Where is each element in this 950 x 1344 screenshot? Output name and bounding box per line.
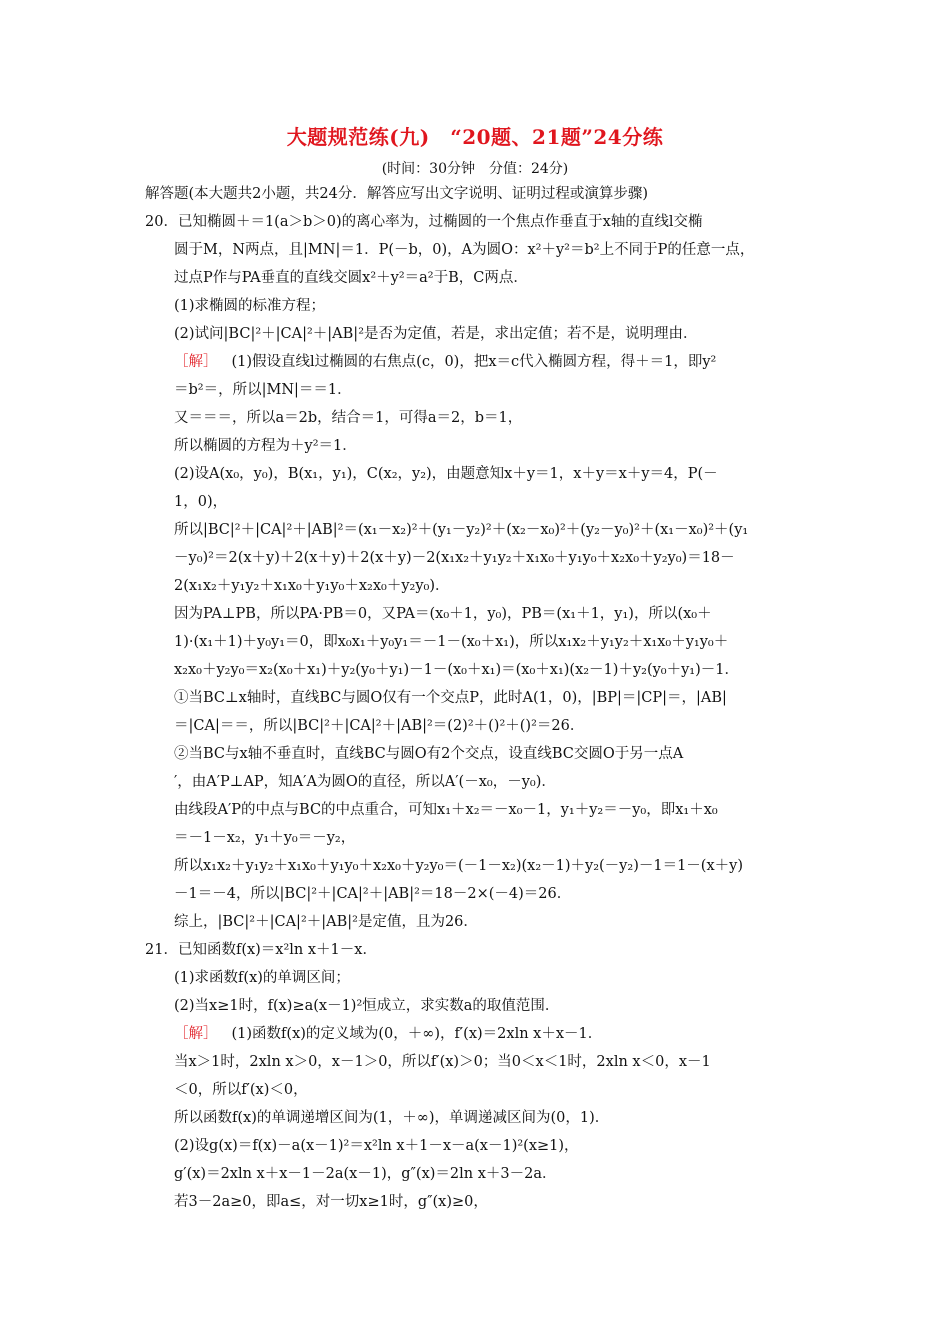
document-title: 大题规范练(九) “20题、21题”24分练 xyxy=(286,125,664,149)
solution-line: 因为PA⊥PB，所以PA·PB＝0，又PA＝(x₀＋1，y₀)，PB＝(x₁＋1，y₁)，所以(x₀＋ xyxy=(174,606,712,622)
solution-line: ′，由A′P⊥AP，知A′A为圆O的直径，所以A′(－x₀，－y₀)． xyxy=(174,774,556,790)
solution-line: g′(x)＝2xln x＋x－1－2a(x－1)，g″(x)＝2ln x＋3－2a． xyxy=(174,1166,557,1182)
solution-tag: ［解］ xyxy=(174,1026,218,1042)
solution-line: 由线段A′P的中点与BC的中点重合，可知x₁＋x₂＝－x₀－1，y₁＋y₂＝－y₀，即x₁＋x₀ xyxy=(174,802,718,818)
solution-line: 所以|BC|²＋|CA|²＋|AB|²＝(x₁－x₂)²＋(y₁－y₂)²＋(x₂－x₀)²＋(y₂－y₀)²＋(x₁－x₀)²＋(y₁ xyxy=(174,522,749,538)
problem-20-part-2: (2)试问|BC|²＋|CA|²＋|AB|²是否为定值，若是，求出定值；若不是，说明理由． xyxy=(174,326,698,342)
problem-20-line: 圆于M，N两点，且|MN|＝1．P(－b，0)，A为圆O：x²＋y²＝b²上不同于P的任意一点， xyxy=(174,242,755,258)
solution-line: ［解］ (1)函数f(x)的定义域为(0，＋∞)，f′(x)＝2xln x＋x－1． xyxy=(174,1026,603,1042)
solution-line: 所以x₁x₂＋y₁y₂＋x₁x₀＋y₁y₀＋x₂x₀＋y₂y₀＝(－1－x₂)(x₂－1)＋y₂(－y₂)－1＝1－(x＋y) xyxy=(174,858,743,874)
solution-line: ①当BC⊥x轴时，直线BC与圆O仅有一个交点P，此时A(1，0)，|BP|＝|CP|＝，|AB| xyxy=(174,690,727,706)
problem-21-line: 21．已知函数f(x)＝x²ln x＋1－x． xyxy=(145,942,377,958)
solution-line: ＝b²＝，所以|MN|＝＝1． xyxy=(174,382,352,398)
solution-line: ＜0，所以f′(x)＜0， xyxy=(174,1082,308,1098)
problem-20-line: 20．已知椭圆＋＝1(a＞b＞0)的离心率为，过椭圆的一个焦点作垂直于x轴的直线l交椭 xyxy=(145,214,703,230)
solution-line: ＝－1－x₂，y₁＋y₀＝－y₂， xyxy=(174,830,356,846)
solution-line: 所以函数f(x)的单调递增区间为(1，＋∞)，单调递减区间为(0，1)． xyxy=(174,1110,610,1126)
solution-line: ［解］ (1)假设直线l过椭圆的右焦点(c，0)，把x＝c代入椭圆方程，得＋＝1，即y² xyxy=(174,354,717,370)
problem-21-part-1: (1)求函数f(x)的单调区间； xyxy=(174,970,350,986)
solution-line: －1＝－4，所以|BC|²＋|CA|²＋|AB|²＝18－2×(－4)＝26． xyxy=(174,886,572,902)
solution-line: 2(x₁x₂＋y₁y₂＋x₁x₀＋y₁y₀＋x₂x₀＋y₂y₀)． xyxy=(174,578,450,594)
solution-tag: ［解］ xyxy=(174,354,218,370)
solution-line: ②当BC与x轴不垂直时，直线BC与圆O有2个交点，设直线BC交圆O于另一点A xyxy=(174,746,684,762)
solution-line: 当x＞1时，2xln x＞0，x－1＞0，所以f′(x)＞0；当0＜x＜1时，2xln x＜0，x－1 xyxy=(174,1054,711,1070)
section-instruction: 解答题(本大题共2小题，共24分．解答应写出文字说明、证明过程或演算步骤) xyxy=(145,186,648,202)
solution-line: ＝|CA|＝＝，所以|BC|²＋|CA|²＋|AB|²＝(2)²＋()²＋()²＝26． xyxy=(174,718,585,734)
problem-20-line: 过点P作与PA垂直的直线交圆x²＋y²＝a²于B，C两点． xyxy=(174,270,528,286)
solution-line: 1，0)， xyxy=(174,494,228,510)
solution-line: －y₀)²＝2(x＋y)＋2(x＋y)＋2(x＋y)－2(x₁x₂＋y₁y₂＋x₁x₀＋y₁y₀＋x₂x₀＋y₂y₀)＝18－ xyxy=(174,550,735,566)
solution-line: 若3－2a≥0，即a≤，对一切x≥1时，g″(x)≥0， xyxy=(174,1194,488,1210)
document-subtitle: (时间：30分钟 分值：24分) xyxy=(381,161,569,177)
problem-20-part-1: (1)求椭圆的标准方程； xyxy=(174,298,326,314)
problem-21-part-2: (2)当x≥1时，f(x)≥a(x－1)²恒成立，求实数a的取值范围． xyxy=(174,998,560,1014)
solution-line: (2)设A(x₀，y₀)，B(x₁，y₁)，C(x₂，y₂)，由题意知x＋y＝1，x＋y＝x＋y＝4，P(－ xyxy=(174,466,718,482)
solution-line: 1)·(x₁＋1)＋y₀y₁＝0，即x₀x₁＋y₀y₁＝－1－(x₀＋x₁)，所以x₁x₂＋y₁y₂＋x₁x₀＋y₁y₀＋ xyxy=(174,634,729,650)
solution-line: 又＝＝＝，所以a＝2b，结合＝1，可得a＝2，b＝1， xyxy=(174,410,523,426)
solution-line: (2)设g(x)＝f(x)－a(x－1)²＝x²ln x＋1－x－a(x－1)²(x≥1)， xyxy=(174,1138,579,1154)
solution-line: x₂x₀＋y₂y₀＝x₂(x₀＋x₁)＋y₂(y₀＋y₁)－1－(x₀＋x₁)＝(x₀＋x₁)(x₂－1)＋y₂(y₀＋y₁)－1． xyxy=(174,662,739,678)
solution-line: 综上，|BC|²＋|CA|²＋|AB|²是定值，且为26． xyxy=(174,914,478,930)
solution-line: 所以椭圆的方程为＋y²＝1． xyxy=(174,438,357,454)
